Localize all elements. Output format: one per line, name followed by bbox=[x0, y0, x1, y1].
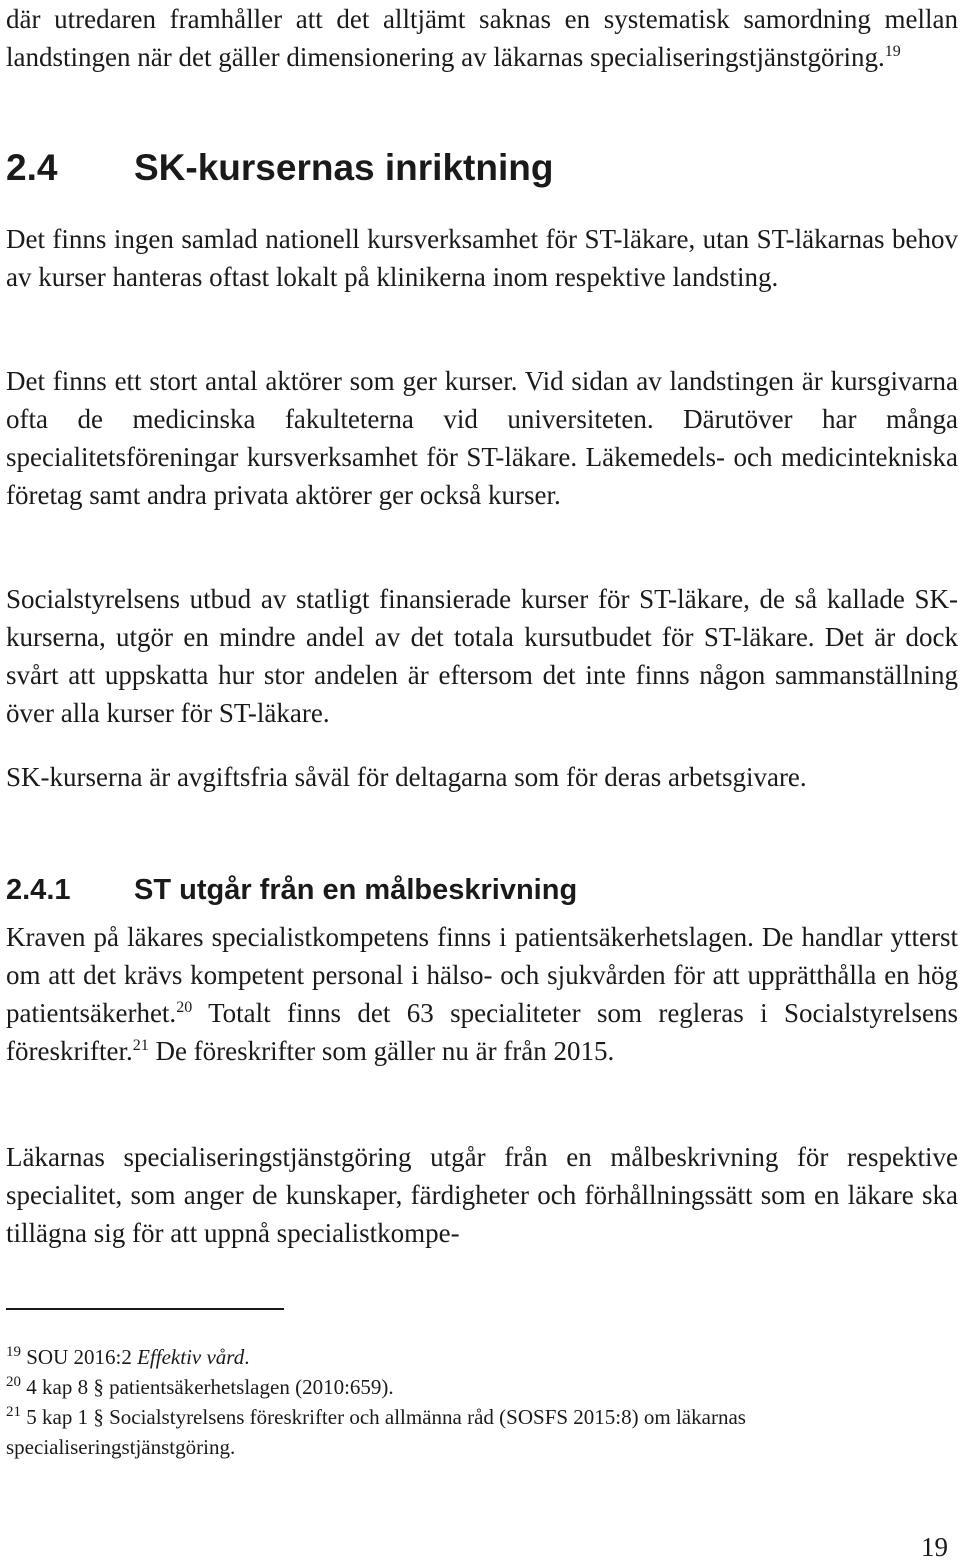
subsection-p1-part2: Totalt finns det 63 specialiteter som regleras i Socialstyrelsens föreskrifter. bbox=[6, 998, 958, 1066]
subsection-paragraph-1 bbox=[6, 918, 958, 1070]
footnote-text: SOU 2016:2 bbox=[26, 1345, 138, 1369]
footnote-20 bbox=[6, 1372, 958, 1402]
footnote-19 bbox=[6, 1342, 958, 1372]
footnotes bbox=[6, 1342, 958, 1462]
subsection-heading bbox=[6, 868, 958, 912]
footnote-ref-21[interactable]: 21 bbox=[132, 1037, 149, 1054]
footnote-text: 5 kap 1 § Socialstyrelsens föreskrifter och allmänna råd (SOSFS 2015:8) om läkarnas specialiseringstjänstgöring. bbox=[6, 1405, 746, 1459]
section-number: 2.4 bbox=[6, 147, 58, 188]
footnote-italic: Effektiv vård bbox=[137, 1345, 245, 1369]
subsection-paragraph-2: Läkarnas specialiseringstjänstgöring utgår från en målbeskrivning för respektive specialitet, som anger de kunskaper, färdigheter och förhållningssätt som en läkare ska tillägna sig för att uppnå specialistkompe- bbox=[6, 1142, 958, 1248]
footnote-ref-19[interactable]: 19 bbox=[884, 43, 901, 60]
footnote-text-end: . bbox=[244, 1345, 250, 1369]
subsection-p1-part1: Kraven på läkares specialistkompetens finns i patientsäkerhetslagen. De handlar ytterst om att det krävs kompetent personal i hälso- och sjukvården för att upprätthålla en hög patientsäkerhet. bbox=[6, 922, 958, 1028]
paragraph-4: SK-kurserna är avgiftsfria såväl för deltagarna som för deras arbetsgivare. bbox=[6, 762, 807, 792]
page-number: 19 bbox=[921, 1532, 948, 1562]
intro-text: där utredaren framhåller att det alltjämt saknas en systematisk samordning mellan landstingen när det gäller dimensionering av läkarnas specialiseringstjänstgöring. bbox=[6, 4, 958, 72]
footnote-number: 21 bbox=[6, 1404, 21, 1420]
footnote-number: 20 bbox=[6, 1374, 21, 1390]
paragraph-2: Det finns ett stort antal aktörer som ger kurser. Vid sidan av landstingen är kursgivarna ofta de medicinska fakulteterna vid universiteten. Därutöver har många specialitetsföreningar kursverksamhet för ST-läkare. Läkemedels- och medicintekniska företag samt andra privata aktörer ger också kurser. bbox=[6, 366, 958, 510]
intro-paragraph bbox=[6, 0, 958, 76]
footnote-ref-20[interactable]: 20 bbox=[176, 999, 193, 1016]
paragraph-3: Socialstyrelsens utbud av statligt finansierade kurser för ST-läkare, de så kallade SK-kurserna, utgör en mindre andel av det totala kursutbudet för ST-läkare. Det är dock svårt att uppskatta hur stor andelen är eftersom det inte finns någon sammanställning över alla kurser för ST-läkare. bbox=[6, 584, 958, 728]
footnote-21 bbox=[6, 1402, 958, 1462]
footnote-text: 4 kap 8 § patientsäkerhetslagen (2010:659). bbox=[26, 1375, 394, 1399]
footnote-divider bbox=[6, 1308, 284, 1310]
paragraph-1: Det finns ingen samlad nationell kursverksamhet för ST-läkare, utan ST-läkarnas behov av kurser hanteras oftast lokalt på klinikerna inom respektive landsting. bbox=[6, 224, 958, 292]
subsection-number: 2.4.1 bbox=[6, 874, 71, 906]
section-heading bbox=[6, 140, 958, 196]
subsection-title: ST utgår från en målbeskrivning bbox=[134, 874, 578, 906]
subsection-p1-part3: De föreskrifter som gäller nu är från 2015. bbox=[148, 1036, 615, 1066]
footnote-number: 19 bbox=[6, 1344, 21, 1360]
section-title: SK-kursernas inriktning bbox=[134, 147, 554, 188]
